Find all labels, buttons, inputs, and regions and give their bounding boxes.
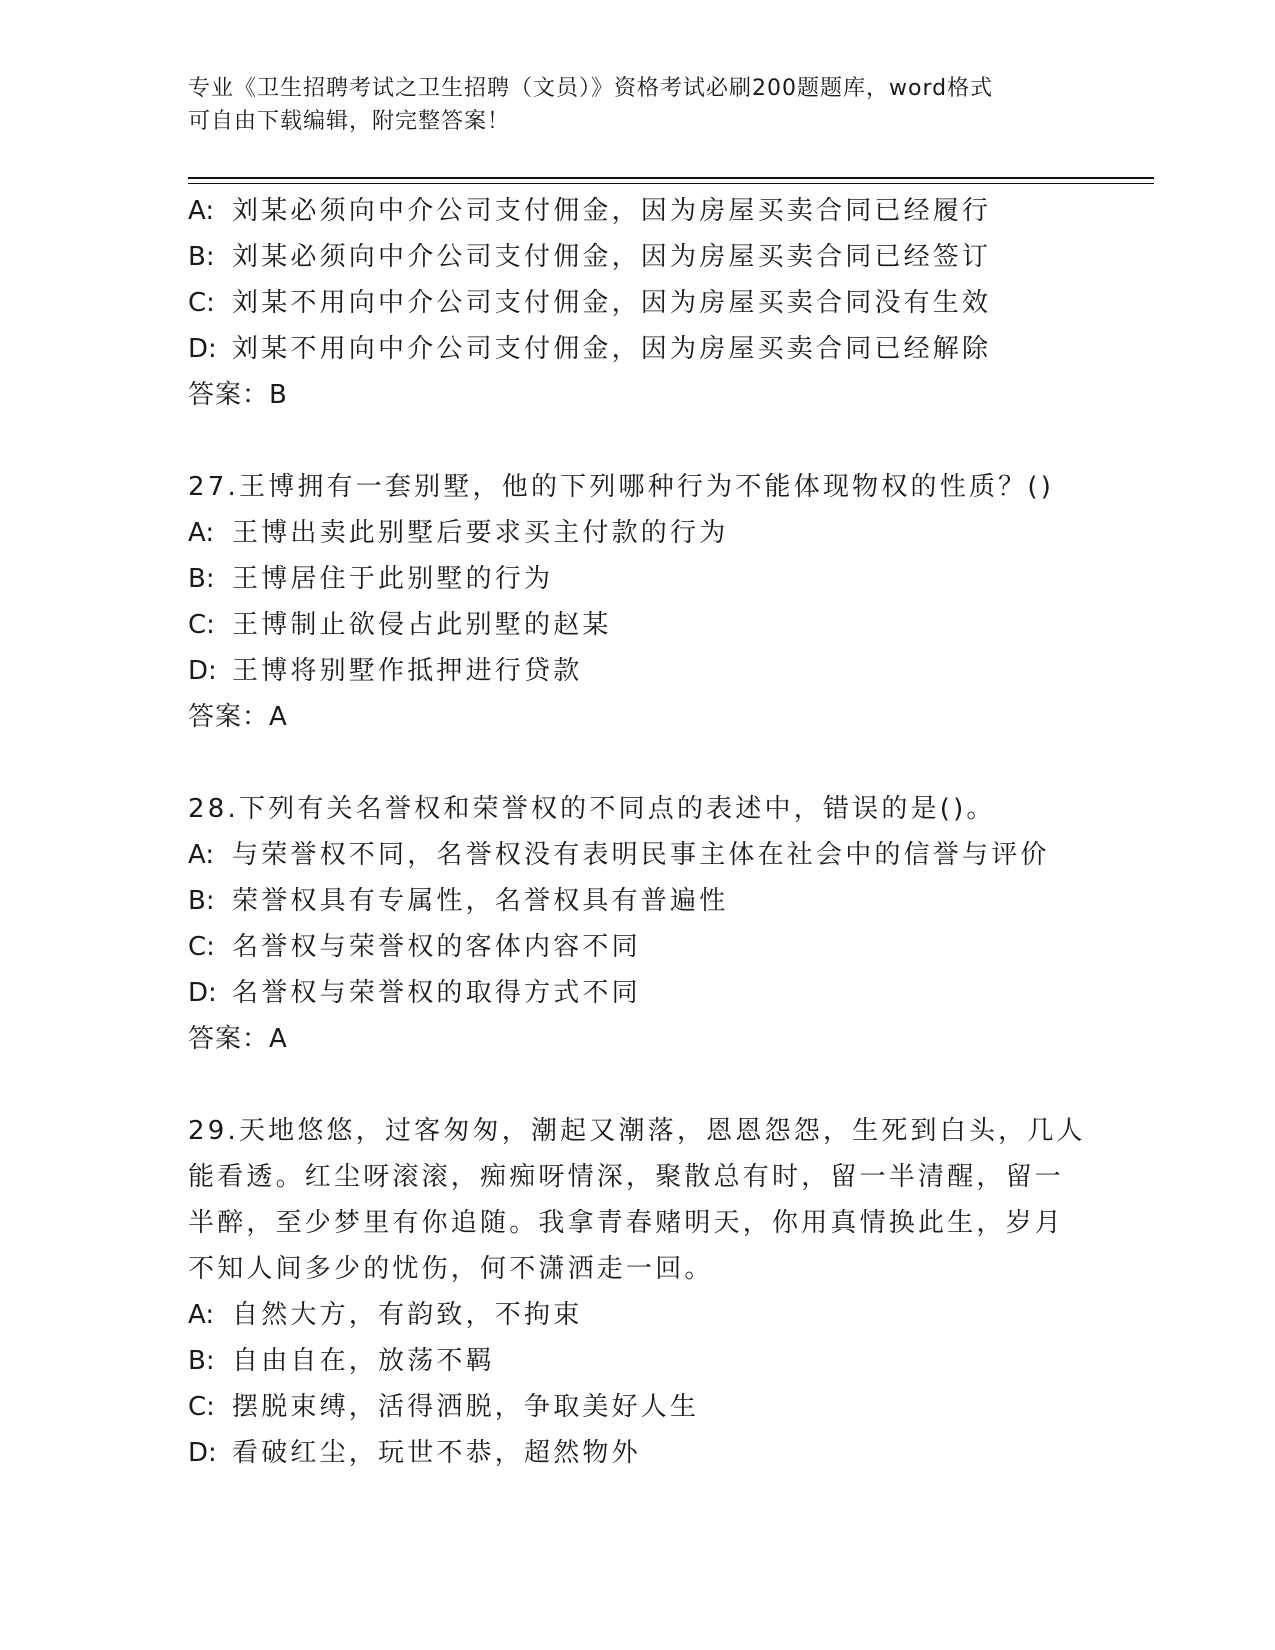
header-title-line-2: 可自由下载编辑，附完整答案！	[188, 109, 511, 134]
question-stem: 27.王博拥有一套别墅，他的下列哪种行为不能体现物权的性质？()	[188, 472, 1055, 502]
option-d: D: 刘某不用向中介公司支付佣金，因为房屋买卖合同已经解除	[188, 334, 992, 364]
question-29	[188, 1108, 1088, 1476]
answer-key: 答案：B	[188, 380, 288, 410]
option-d: D: 王博将别墅作抵押进行贷款	[188, 656, 583, 686]
option-d: D: 名誉权与荣誉权的取得方式不同	[188, 978, 641, 1008]
document-header	[188, 72, 1078, 138]
answer-key: 答案：A	[188, 702, 288, 732]
option-c: C: 刘某不用向中介公司支付佣金，因为房屋买卖合同没有生效	[188, 288, 992, 318]
answer-key: 答案：A	[188, 1024, 288, 1054]
option-b: B: 刘某必须向中介公司支付佣金，因为房屋买卖合同已经签订	[188, 242, 992, 272]
question-stem: 28.下列有关名誉权和荣誉权的不同点的表述中，错误的是()。	[188, 794, 996, 824]
header-divider-thick	[188, 177, 1154, 179]
question-stem-line: 半醉，至少梦里有你追随。我拿青春赌明天，你用真情换此生，岁月	[188, 1208, 1065, 1238]
option-b: B: 自由自在，放荡不羁	[188, 1346, 495, 1376]
option-a: A: 王博出卖此别墅后要求买主付款的行为	[188, 518, 729, 548]
question-27	[188, 464, 1088, 740]
option-d: D: 看破红尘，玩世不恭，超然物外	[188, 1438, 641, 1468]
question-stem-line: 不知人间多少的忧伤，何不潇洒走一回。	[188, 1254, 714, 1284]
question-stem-line: 能看透。红尘呀滚滚，痴痴呀情深，聚散总有时，留一半清醒，留一	[188, 1162, 1065, 1192]
question-list	[188, 188, 1088, 1476]
option-a: A: 刘某必须向中介公司支付佣金，因为房屋买卖合同已经履行	[188, 196, 992, 226]
option-b: B: 荣誉权具有专属性，名誉权具有普遍性	[188, 886, 729, 916]
option-a: A: 自然大方，有韵致，不拘束	[188, 1300, 583, 1330]
header-title-line-1: 专业《卫生招聘考试之卫生招聘（文员）》资格考试必刷200题题库，word格式	[188, 76, 994, 101]
question-28	[188, 786, 1088, 1062]
option-c: C: 名誉权与荣誉权的客体内容不同	[188, 932, 641, 962]
option-b: B: 王博居住于此别墅的行为	[188, 564, 554, 594]
option-c: C: 摆脱束缚，活得洒脱，争取美好人生	[188, 1392, 700, 1422]
option-c: C: 王博制止欲侵占此别墅的赵某	[188, 610, 612, 640]
question-26	[188, 188, 1088, 418]
question-stem-line: 29.天地悠悠，过客匆匆，潮起又潮落，恩恩怨怨，生死到白头，几人	[188, 1116, 1086, 1146]
option-a: A: 与荣誉权不同，名誉权没有表明民事主体在社会中的信誉与评价	[188, 840, 1050, 870]
header-divider-thin	[188, 183, 1154, 184]
